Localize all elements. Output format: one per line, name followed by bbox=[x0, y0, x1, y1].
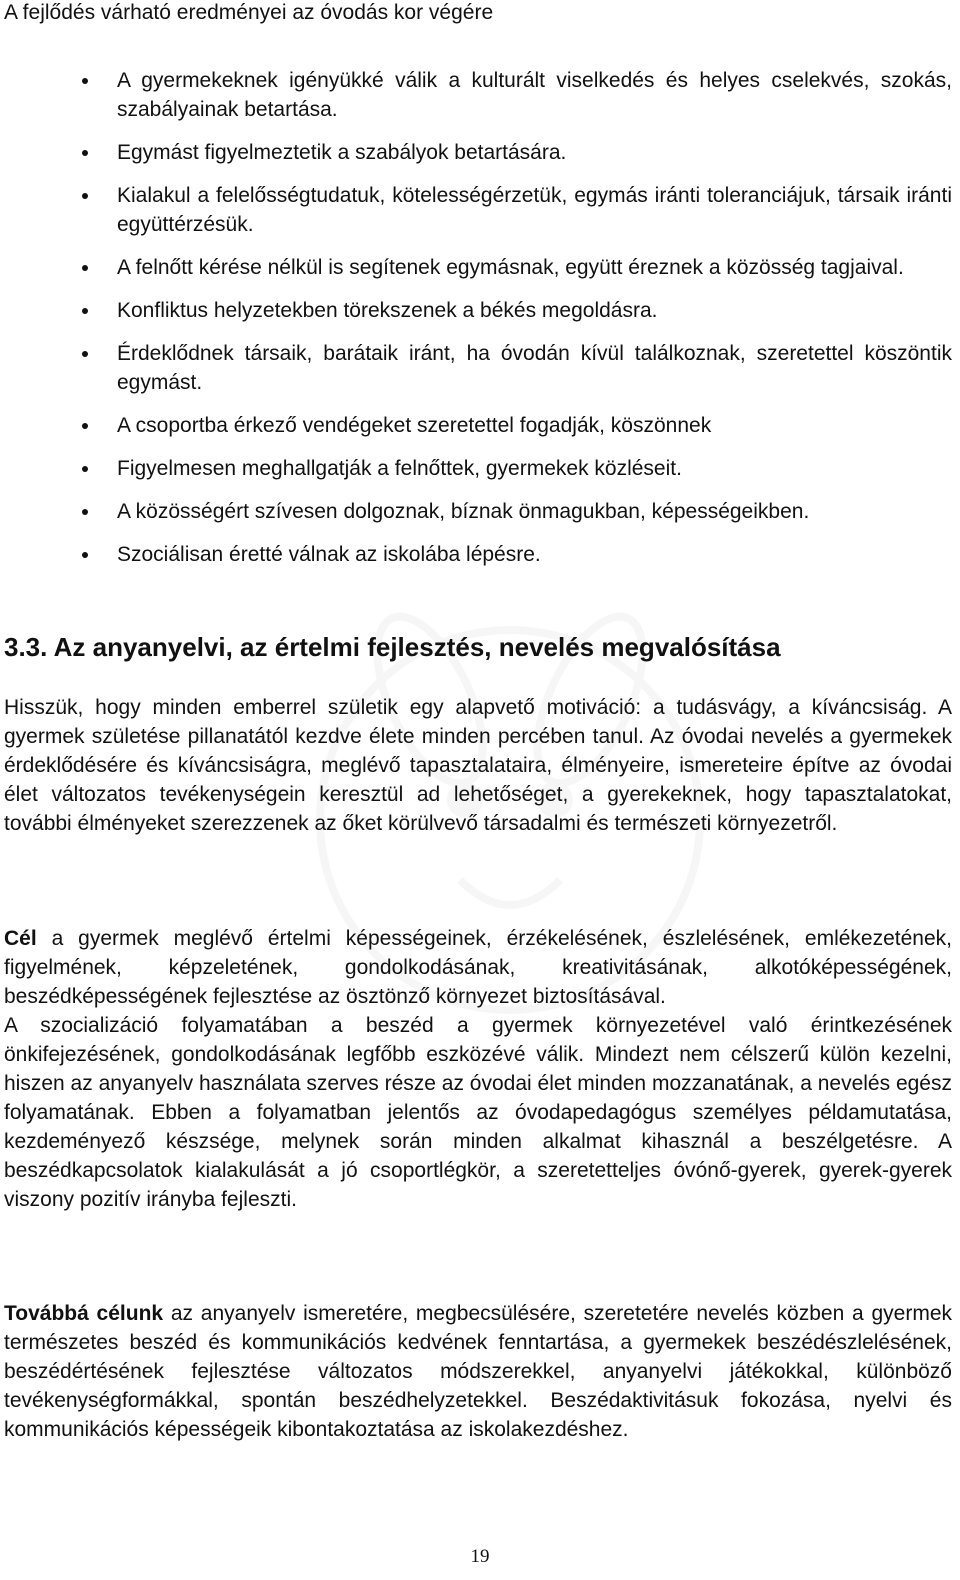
list-item: Egymást figyelmeztetik a szabályok betartására. bbox=[0, 138, 960, 167]
paragraph-goal bbox=[4, 924, 952, 1214]
page-number: 19 bbox=[470, 1546, 490, 1567]
list-item: A gyermekeknek igényükké válik a kulturált viselkedés és helyes cselekvés, szokás, szabályainak betartása. bbox=[0, 66, 960, 124]
list-item: Figyelmesen meghallgatják a felnőttek, gyermekek közléseit. bbox=[0, 454, 960, 483]
list-item: A közösségért szívesen dolgoznak, bíznak önmagukban, képességeikben. bbox=[0, 497, 960, 526]
list-item: Kialakul a felelősségtudatuk, kötelességérzetük, egymás iránti toleranciájuk, társaik iránti együttérzésük. bbox=[0, 181, 960, 239]
section-subheading: A fejlődés várható eredményei az óvodás kor végére bbox=[4, 1, 494, 24]
list-item: Érdeklődnek társaik, barátaik iránt, ha óvodán kívül találkoznak, szeretettel köszöntik egymást. bbox=[0, 339, 960, 397]
section-title: 3.3. Az anyanyelvi, az értelmi fejlesztés, nevelés megvalósítása bbox=[4, 632, 781, 662]
goal-lead: Cél bbox=[4, 927, 37, 950]
outcomes-list bbox=[0, 66, 960, 583]
paragraph-further-goal bbox=[4, 1299, 952, 1444]
goal-text bbox=[4, 924, 952, 1011]
further-goal-lead: Továbbá célunk bbox=[4, 1302, 164, 1325]
paragraph-motivation: Hisszük, hogy minden emberrel születik egy alapvető motiváció: a tudásvágy, a kíváncsiság. A gyermek születése pillanatától kezdve élete minden percében tanul. Az óvodai nevelés a gyermekek érdeklődésére és kíváncsiságra, meglévő tapasztalataira, élményeire, ismereteire építve az óvodai élet változatos tevékenységein keresztül ad lehetőséget, a gyerekeknek, hogy tapasztalatokat, további élményeket szerezzenek az őket körülvevő társadalmi és természeti környezetről. bbox=[4, 696, 952, 835]
goal-rest: a gyermek meglévő értelmi képességeinek, érzékelésének, észlelésének, emlékezetének, figyelmének, képzeletének, gondolkodásának, kreativitásának, alkotóképességének, beszédképességének fejlesztése az ösztönző környezet biztosításával. bbox=[4, 927, 952, 1008]
list-item: A felnőtt kérése nélkül is segítenek egymásnak, együtt éreznek a közösség tagjaival. bbox=[0, 253, 960, 282]
further-goal-rest: az anyanyelv ismeretére, megbecsülésére, szeretetére nevelés közben a gyermek természetes beszéd és kommunikációs kedvének fenntartása, a gyermekek beszédészlelésének, beszédértésének fejlesztése változatos módszerekkel, anyanyelvi játékokkal, különböző tevékenységformákkal, spontán beszédhelyzetekkel. Beszédaktivitásuk fokozása, nyelvi és kommunikációs képességeik kibontakoztatása az iskolakezdéshez. bbox=[4, 1302, 953, 1441]
paragraph-socialization: A szocializáció folyamatában a beszéd a gyermek környezetével való érintkezésének önkifejezésének, gondolkodásának legfőbb eszközévé válik. Mindezt nem célszerű külön kezelni, hiszen az anyanyelv használata szerves része az óvodai élet minden mozzanatának, a nevelés egész folyamatának. Ebben a folyamatban jelentős az óvodapedagógus személyes példamutatása, kezdeményező készsége, melynek során minden alkalmat kihasznál a beszélgetésre. A beszédkapcsolatok kialakulását a jó csoportlégkör, a szeretetteljes óvónő-gyerek, gyerek-gyerek viszony pozitív irányba fejleszti. bbox=[4, 1014, 952, 1211]
list-item: Konfliktus helyzetekben törekszenek a békés megoldásra. bbox=[0, 296, 960, 325]
list-item: A csoportba érkező vendégeket szeretettel fogadják, köszönnek bbox=[0, 411, 960, 440]
list-item: Szociálisan éretté válnak az iskolába lépésre. bbox=[0, 540, 960, 569]
